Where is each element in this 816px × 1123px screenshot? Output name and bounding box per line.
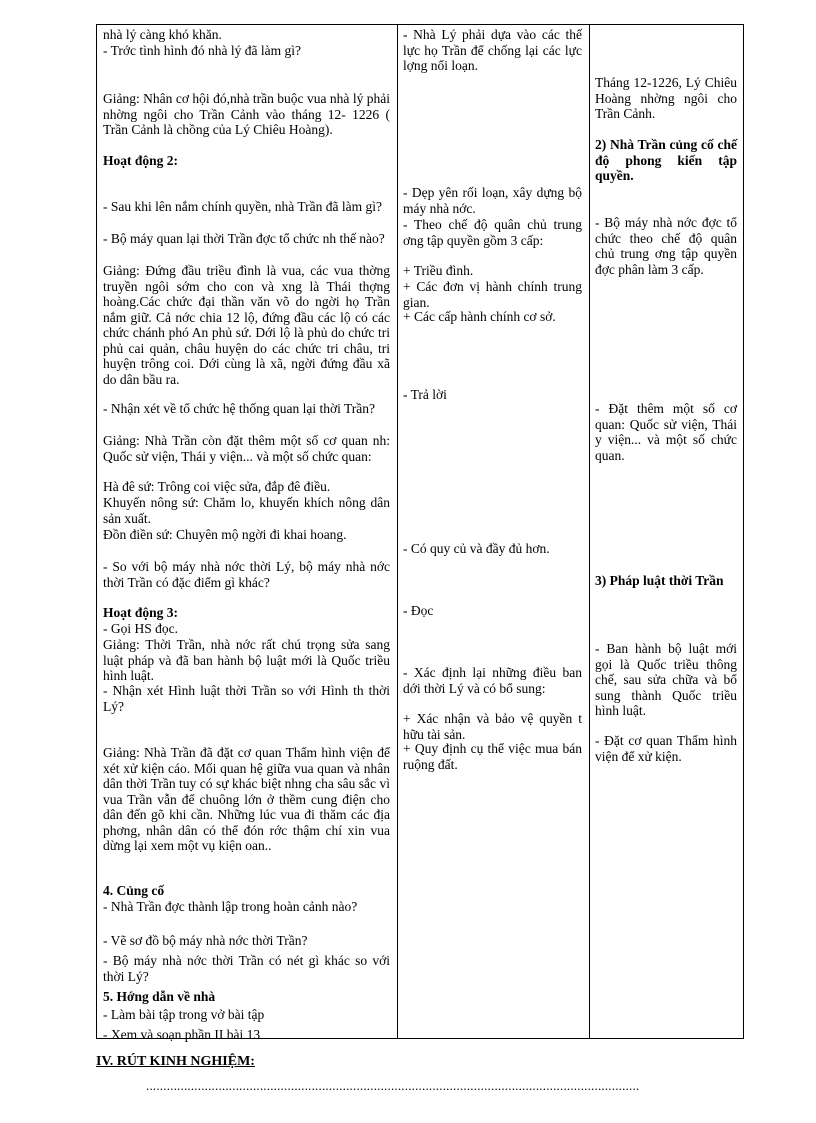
content-note: - Bộ máy nhà nớc đợc tổ chức theo chế độ quân chủ trung ơng tập quyền đợc phân làm 3 cấp. (595, 215, 737, 277)
student-answer: - Có quy củ và đầy đủ hơn. (403, 541, 550, 556)
lecture-block: Giảng: Nhà Trần đã đặt cơ quan Thẩm hình viện để xét xử kiện cáo. Mối quan hệ giữa vua quan và nhân dân thời Trần tuy có sự khác biệt nhng cha sâu sắc vì vua Trần vẫn để chuông lớn ở thềm cung điện cho dân đến gõ khi cần. Những lúc vua đi thăm các địa phơng, nhân dân có thể đón rớc thậm chí xin vua dừng lại xem một vụ kiện oan.. (103, 745, 390, 853)
text-block: - Làm bài tập trong vở bài tập (103, 1007, 265, 1022)
question: - Bộ máy quan lại thời Trần đợc tổ chức nh thế nào? (103, 231, 385, 246)
content-heading: 2) Nhà Trần củng cố chế độ phong kiến tập quyền. (595, 137, 737, 183)
lecture-block: Giảng: Thời Trần, nhà nớc rất chú trọng sửa sang luật pháp và đã ban hành bộ luật mới là Quốc triều hình luật. (103, 637, 390, 683)
student-answer: - Xác định lại những điều ban dới thời Lý và có bổ sung: (403, 665, 582, 696)
text-block: Hà đê sứ: Trông coi việc sửa, đắp đê điều. (103, 479, 331, 494)
dotted-line: ............................................................................................................................................... (146, 1078, 640, 1093)
lesson-table (96, 24, 744, 1042)
student-answer: + Các đơn vị hành chính trung gian. (403, 279, 582, 310)
text-block: Khuyến nông sứ: Chăm lo, khuyến khích nông dân sản xuất. (103, 495, 390, 526)
content-note: - Ban hành bộ luật mới gọi là Quốc triều thông chế, sau sửa chữa và bổ sung thành Quốc triều hình luật. (595, 641, 737, 718)
student-answer: + Triều đình. (403, 263, 474, 278)
lecture-block: Giảng: Nhà Trần còn đặt thêm một số cơ quan nh: Quốc sử viện, Thái y viện... và một số chức quan: (103, 433, 390, 464)
question: - Trớc tình hình đó nhà lý đã làm gì? (103, 43, 301, 58)
student-answer: + Quy định cụ thể việc mua bán ruộng đất. (403, 741, 582, 772)
student-answer: - Dẹp yên rối loạn, xây dựng bộ máy nhà nớc. (403, 185, 582, 216)
column-divider (397, 25, 398, 1038)
question: - So với bộ máy nhà nớc thời Lý, bộ máy nhà nớc thời Trần có đặc điểm gì khác? (103, 559, 390, 590)
text-block: Đồn điền sứ: Chuyên mộ ngời đi khai hoang. (103, 527, 347, 542)
question: - Nhận xét về tổ chức hệ thống quan lại thời Trần? (103, 401, 376, 416)
text-block: nhà lý càng khó khăn. (103, 27, 222, 42)
content-note: - Đặt cơ quan Thẩm hình viện để xử kiện. (595, 733, 737, 764)
content-heading: 3) Pháp luật thời Trần (595, 573, 724, 588)
activity-heading: Hoạt động 3: (103, 605, 179, 620)
student-answer: + Các cấp hành chính cơ sở. (403, 309, 556, 324)
question: - Vẽ sơ đồ bộ máy nhà nớc thời Trần? (103, 933, 308, 948)
question: - Bộ máy nhà nớc thời Trần có nét gì khác so với thời Lý? (103, 953, 390, 984)
question: - Nhận xét Hình luật thời Trần so với Hình th thời Lý? (103, 683, 390, 714)
content-note: - Đặt thêm một số cơ quan: Quốc sử viện, Thái y viện... và một số chức quan. (595, 401, 737, 463)
section-heading: 5. Hớng dẫn về nhà (103, 989, 216, 1004)
student-answer: - Trả lời (403, 387, 447, 402)
question: - Sau khi lên nắm chính quyền, nhà Trần đã làm gì? (103, 199, 382, 214)
activity-heading: Hoạt động 2: (103, 153, 179, 168)
content-note: Tháng 12-1226, Lý Chiêu Hoàng nhờng ngôi cho Trần Cảnh. (595, 75, 737, 121)
student-answer: + Xác nhận và bảo vệ quyền t hữu tài sản. (403, 711, 582, 742)
student-answer: - Đọc (403, 603, 434, 618)
question: - Nhà Trần đợc thành lập trong hoàn cảnh nào? (103, 899, 358, 914)
section-title: IV. RÚT KINH NGHIỆM: (96, 1054, 255, 1069)
text-block: - Xem và soạn phần II bài 13 (103, 1027, 261, 1042)
lecture-block: Giảng: Đứng đầu triều đình là vua, các vua thờng truyền ngôi sớm cho con và xng là Thái thợng hoàng.Các chức đại thần văn võ do ngời họ Trần nắm giữ. Cả nớc chia 12 lộ, đứng đầu các lộ có các chức chánh phó An phủ sứ. Dới lộ là phủ do chức tri phủ cai quản, châu huyện do các chức tri châu, tri huyện trông coi. Dới cùng là xã, ngời đứng đầu xã do dân bầu ra. (103, 263, 390, 387)
text-block: - Gọi HS đọc. (103, 621, 178, 636)
section-heading: 4. Củng cố (103, 883, 165, 898)
lecture-block: Giảng: Nhân cơ hội đó,nhà trần buộc vua nhà lý phải nhờng ngôi cho Trần Cảnh vào tháng 12- 1226 ( Trần Cảnh là chồng của Lý Chiêu Hoàng). (103, 91, 390, 137)
student-answer: - Nhà Lý phải dựa vào các thế lực họ Trần để chống lại các lực lợng nổi loạn. (403, 27, 582, 73)
student-answer: - Theo chế độ quân chủ trung ơng tập quyền gồm 3 cấp: (403, 217, 582, 248)
column-divider (589, 25, 590, 1038)
